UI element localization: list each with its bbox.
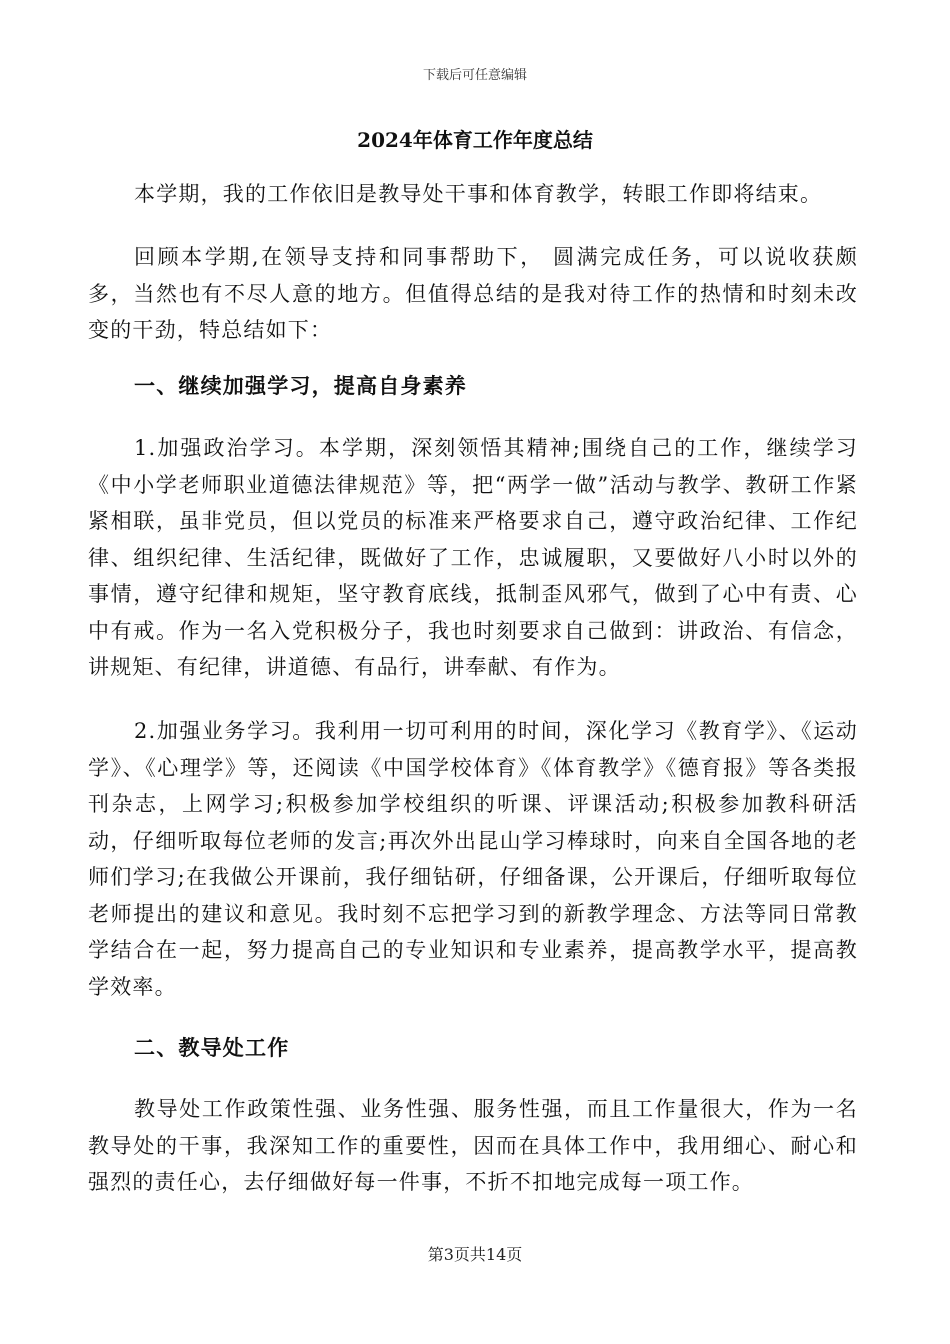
page-number-footer: 第3页共14页 xyxy=(427,1245,523,1264)
paragraph-political-study: 1.加强政治学习。本学期，深刻领悟其精神;围绕自己的工作，继续学习《中小学老师职业道德法律规范》等，把“两学一做”活动与教学、教研工作紧紧相联，虽非党员，但以党员的标准来严格要求自己，遵守政治纪律、工作纪律、组织纪律、生活纪律，既做好了工作，忠诚履职，又要做好八小时以外的事情，遵守纪律和规矩，坚守教育底线，抵制歪风邪气，做到了心中有责、心中有戒。作为一名入党积极分子，我也时刻要求自己做到：讲政治、有信念，讲规矩、有纪律，讲道德、有品行，讲奉献、有作为。 xyxy=(88,436,858,679)
section-heading-study: 一、继续加强学习，提高自身素养 xyxy=(134,373,467,398)
header-note: 下载后可任意编辑 xyxy=(422,68,527,83)
paragraph-review: 回顾本学期,在领导支持和同事帮助下， 圆满完成任务，可以说收获颇多，当然也有不尽人意的地方。但值得总结的是我对待工作的热情和时刻未改变的干劲，特总结如下： xyxy=(88,245,858,342)
paragraph-academic-office: 教导处工作政策性强、业务性强、服务性强，而且工作量很大，作为一名教导处的干事，我深知工作的重要性，因而在具体工作中，我用细心、耐心和强烈的责任心，去仔细做好每一件事，不折不扣地完成每一项工作。 xyxy=(88,1097,858,1194)
section-heading-academic-office: 二、教导处工作 xyxy=(134,1035,290,1060)
paragraph-intro: 本学期，我的工作依旧是教导处干事和体育教学，转眼工作即将结束。 xyxy=(134,182,823,206)
paragraph-professional-study: 2.加强业务学习。我利用一切可利用的时间，深化学习《教育学》、《运动学》、《心理学》等，还阅读《中国学校体育》《体育教学》《德育报》等各类报刊杂志，上网学习;积极参加学校组织的听课、评课活动;积极参加教科研活动，仔细听取每位老师的发言;再次外出昆山学习棒球时，向来自全国各地的老师们学习;在我做公开课前，我仔细钻研，仔细备课，公开课后，仔细听取每位老师提出的建议和意见。我时刻不忘把学习到的新教学理念、方法等同日常教学结合在一起，努力提高自己的专业知识和专业素养，提高教学水平，提高教学效率。 xyxy=(88,719,858,999)
document-title: 2024年体育工作年度总结 xyxy=(357,128,593,152)
